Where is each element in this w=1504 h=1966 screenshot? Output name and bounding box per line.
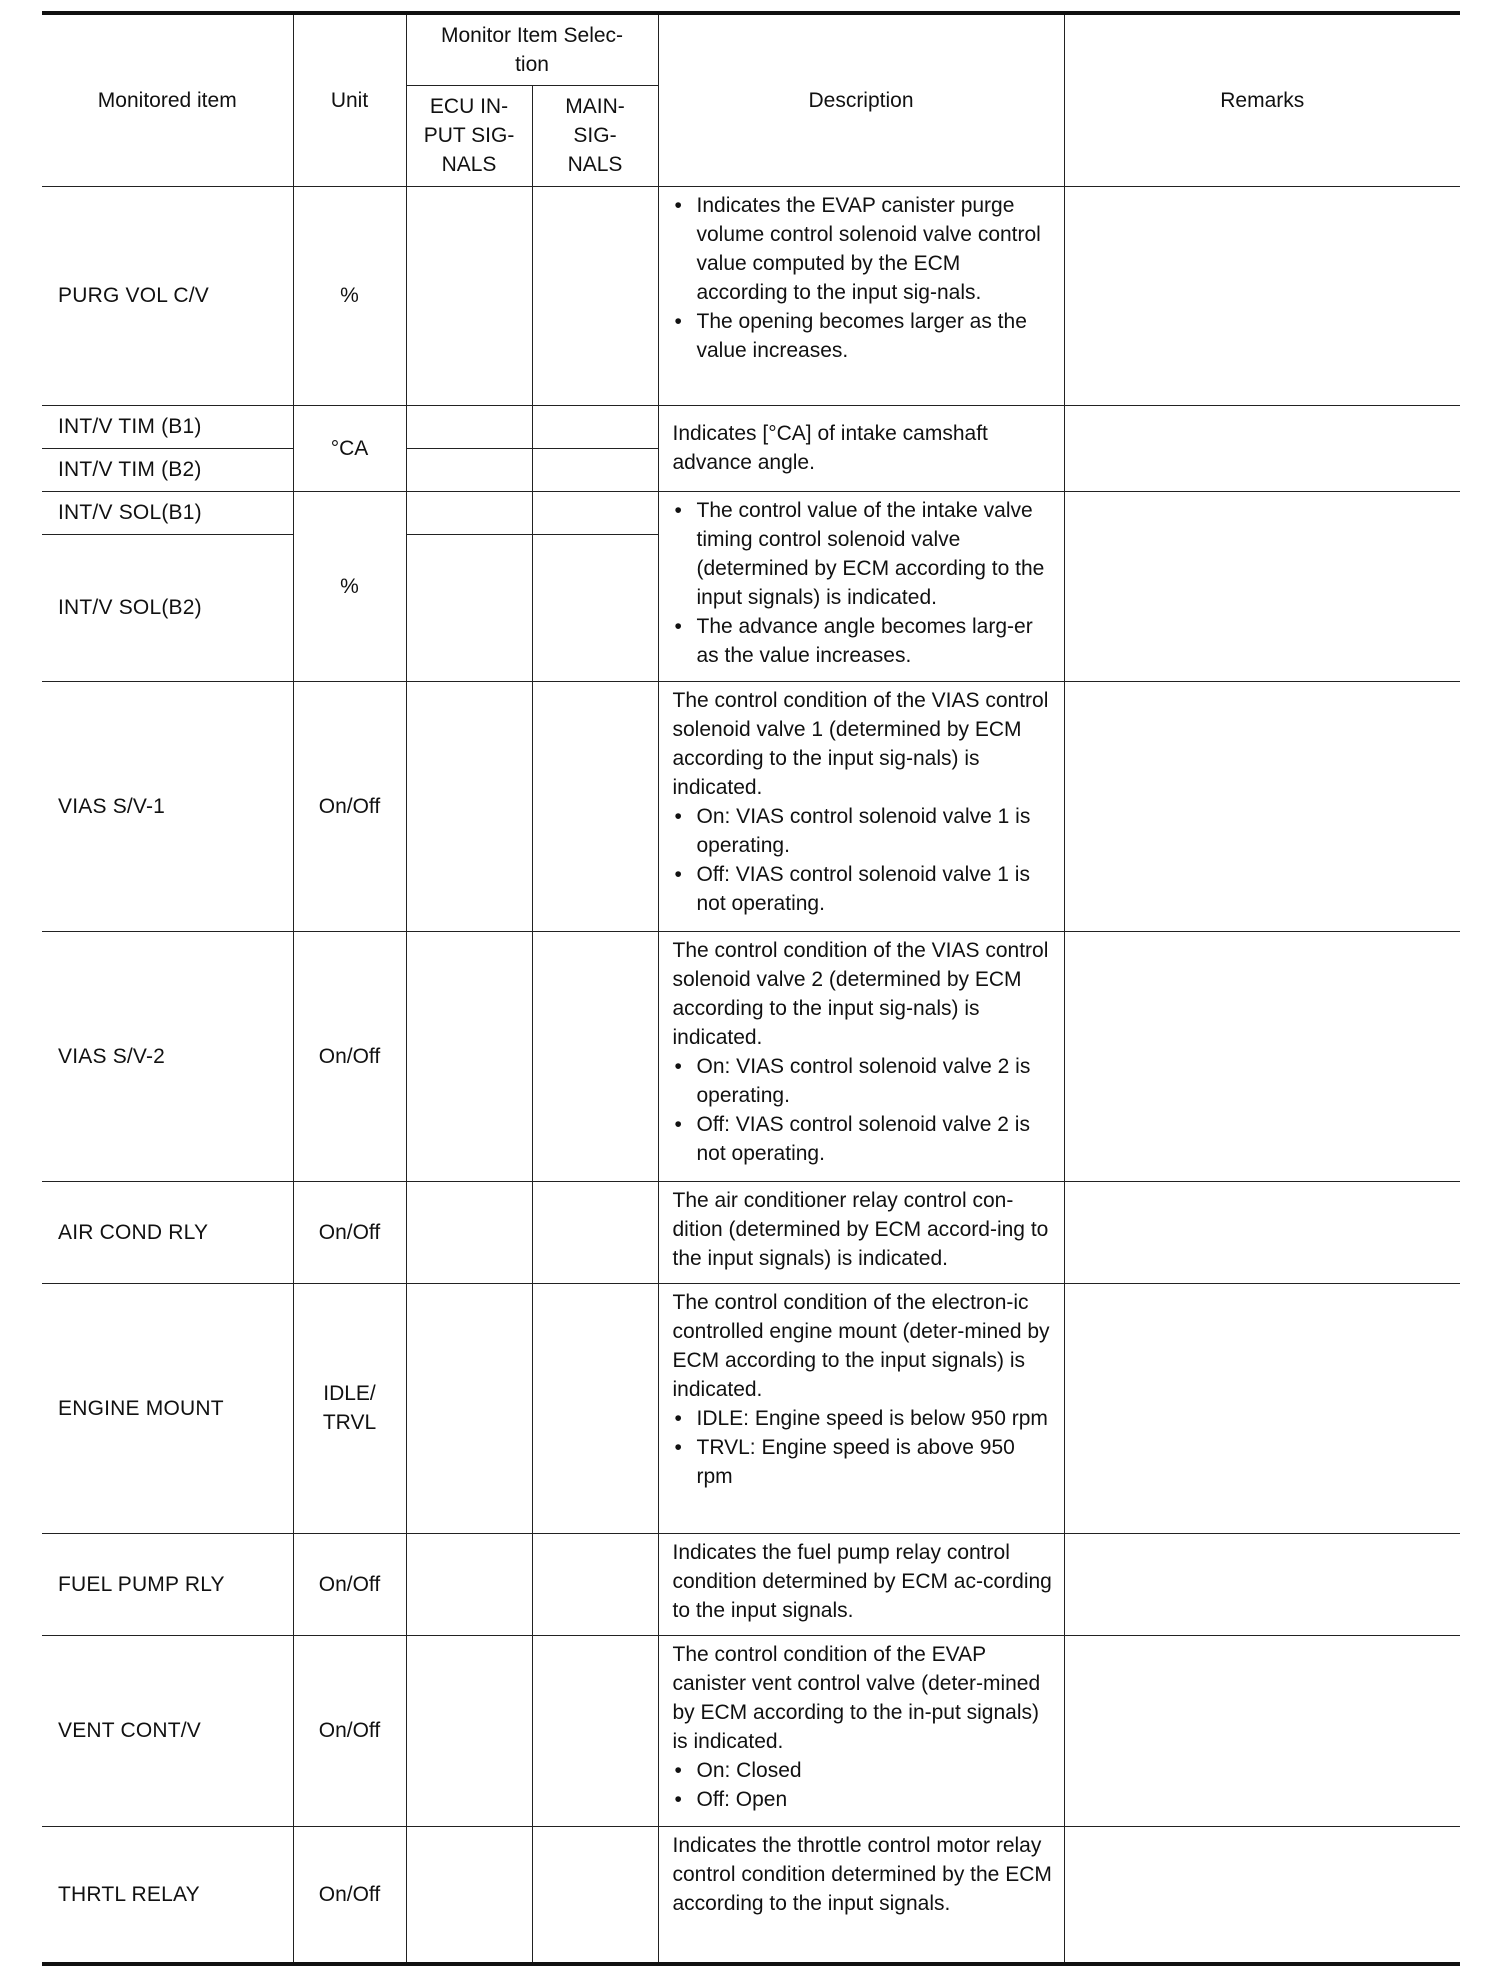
monitored-item-cell: INT/V SOL(B2) xyxy=(42,534,293,681)
description-cell xyxy=(658,1635,1064,1826)
table-row xyxy=(42,1181,1460,1283)
table-body xyxy=(42,186,1460,1964)
bullet-icon: • xyxy=(674,614,682,638)
description-bullet-list xyxy=(673,1756,1054,1814)
bullet-icon: • xyxy=(674,1787,682,1811)
remarks-cell xyxy=(1064,491,1460,681)
monitored-item-cell: VIAS S/V-2 xyxy=(42,931,293,1181)
bullet-text: IDLE: Engine speed is below 950 rpm xyxy=(696,1406,1048,1430)
remarks-cell xyxy=(1064,405,1460,491)
monitored-item-cell: VENT CONT/V xyxy=(42,1635,293,1826)
description-bullet xyxy=(673,1785,1054,1814)
remarks-cell xyxy=(1064,681,1460,931)
bullet-icon: • xyxy=(674,804,682,828)
description-bullet xyxy=(673,1756,1054,1785)
bullet-icon: • xyxy=(674,1435,682,1459)
bullet-text: On: VIAS control solenoid valve 2 is operating. xyxy=(696,1054,1031,1107)
description-text: The control condition of the VIAS control solenoid valve 2 (determined by ECM according to the input sig-nals) is indicated. xyxy=(672,938,1049,1049)
header-ecu-input-signals xyxy=(406,85,532,186)
description-bullet xyxy=(673,1404,1054,1433)
monitored-item-cell: INT/V TIM (B2) xyxy=(42,448,293,491)
description-bullet xyxy=(673,307,1054,365)
remarks-cell xyxy=(1064,1635,1460,1826)
bullet-text: Indicates the EVAP canister purge volume control solenoid valve control value computed by the ECM according to the input sig-nals. xyxy=(696,193,1041,304)
main-signals-cell xyxy=(532,681,658,931)
bullet-text: Off: Open xyxy=(696,1787,788,1811)
header-main-signals xyxy=(532,85,658,186)
bullet-text: On: Closed xyxy=(696,1758,802,1782)
description-bullet xyxy=(673,496,1054,612)
unit-cell: % xyxy=(293,186,406,405)
table-row xyxy=(42,1283,1460,1533)
ecu-input-cell xyxy=(406,1635,532,1826)
ecu-input-cell xyxy=(406,681,532,931)
ecu-input-cell xyxy=(406,1533,532,1635)
table-row xyxy=(42,405,1460,448)
description-cell xyxy=(658,1826,1064,1964)
table-row xyxy=(42,1826,1460,1964)
description-bullet xyxy=(673,1433,1054,1491)
main-signals-cell xyxy=(532,491,658,534)
unit-cell: % xyxy=(293,491,406,681)
ecu-input-cell xyxy=(406,1283,532,1533)
unit-cell: On/Off xyxy=(293,681,406,931)
table-row xyxy=(42,186,1460,405)
main-signals-cell xyxy=(532,405,658,448)
ecu-input-cell xyxy=(406,491,532,534)
description-bullet-list xyxy=(673,1052,1054,1168)
description-bullet-list xyxy=(673,802,1054,918)
main-signals-cell xyxy=(532,1181,658,1283)
header-remarks: Remarks xyxy=(1064,13,1460,186)
bullet-text: TRVL: Engine speed is above 950 rpm xyxy=(696,1435,1015,1488)
table-row xyxy=(42,681,1460,931)
ecu-input-cell xyxy=(406,186,532,405)
header-main-signals-text: MAIN- SIG- NALS xyxy=(565,95,625,176)
description-text: The control condition of the EVAP canister vent control valve (deter-mined by ECM according to the in-put signals) is indicated. xyxy=(672,1642,1041,1753)
bullet-icon: • xyxy=(674,193,682,217)
monitored-item-cell: AIR COND RLY xyxy=(42,1181,293,1283)
description-cell xyxy=(658,681,1064,931)
monitored-item-cell: ENGINE MOUNT xyxy=(42,1283,293,1533)
description-cell xyxy=(658,405,1064,491)
main-signals-cell xyxy=(532,931,658,1181)
ecu-input-cell xyxy=(406,1181,532,1283)
description-bullet xyxy=(673,612,1054,670)
bullet-text: On: VIAS control solenoid valve 1 is operating. xyxy=(696,804,1031,857)
bullet-icon: • xyxy=(674,498,682,522)
monitored-item-cell: INT/V SOL(B1) xyxy=(42,491,293,534)
main-signals-cell xyxy=(532,1826,658,1964)
remarks-cell xyxy=(1064,1826,1460,1964)
main-signals-cell xyxy=(532,1635,658,1826)
bullet-icon: • xyxy=(674,862,682,886)
main-signals-cell xyxy=(532,1533,658,1635)
unit-cell: On/Off xyxy=(293,1826,406,1964)
bullet-text: The opening becomes larger as the value increases. xyxy=(696,309,1027,362)
unit-cell: On/Off xyxy=(293,1533,406,1635)
unit-cell: On/Off xyxy=(293,931,406,1181)
remarks-cell xyxy=(1064,931,1460,1181)
monitored-item-cell: PURG VOL C/V xyxy=(42,186,293,405)
remarks-cell xyxy=(1064,186,1460,405)
table-row xyxy=(42,931,1460,1181)
description-bullet xyxy=(673,802,1054,860)
description-bullet-list xyxy=(673,1404,1054,1491)
ecu-input-cell xyxy=(406,405,532,448)
table-row xyxy=(42,1635,1460,1826)
description-bullet xyxy=(673,191,1054,307)
description-bullet xyxy=(673,1052,1054,1110)
description-text: Indicates the fuel pump relay control condition determined by ECM ac-cording to the input signals. xyxy=(672,1540,1052,1622)
header-monitor-item-selection xyxy=(406,13,658,85)
main-signals-cell xyxy=(532,534,658,681)
remarks-cell xyxy=(1064,1283,1460,1533)
description-text: Indicates the throttle control motor relay control condition determined by the ECM according to the input signals. xyxy=(672,1833,1052,1915)
unit-cell: IDLE/ TRVL xyxy=(293,1283,406,1533)
description-bullet-list xyxy=(673,496,1054,670)
bullet-text: Off: VIAS control solenoid valve 2 is not operating. xyxy=(696,1112,1030,1165)
unit-cell: °CA xyxy=(293,405,406,491)
bullet-icon: • xyxy=(674,1406,682,1430)
monitor-item-table xyxy=(42,11,1460,1966)
table-header xyxy=(42,13,1460,186)
header-description: Description xyxy=(658,13,1064,186)
bullet-text: The control value of the intake valve timing control solenoid valve (determined by ECM according to the input signals) is indicated. xyxy=(696,498,1045,609)
main-signals-cell xyxy=(532,186,658,405)
monitored-item-cell: VIAS S/V-1 xyxy=(42,681,293,931)
unit-cell: On/Off xyxy=(293,1635,406,1826)
description-bullet xyxy=(673,860,1054,918)
unit-cell: On/Off xyxy=(293,1181,406,1283)
bullet-icon: • xyxy=(674,1054,682,1078)
table-row xyxy=(42,1533,1460,1635)
description-text: The control condition of the VIAS control solenoid valve 1 (determined by ECM according to the input sig-nals) is indicated. xyxy=(672,688,1049,799)
remarks-cell xyxy=(1064,1533,1460,1635)
description-cell xyxy=(658,1533,1064,1635)
description-text: Indicates [°CA] of intake camshaft advance angle. xyxy=(672,422,988,474)
bullet-text: The advance angle becomes larg-er as the value increases. xyxy=(696,614,1033,667)
main-signals-cell xyxy=(532,1283,658,1533)
description-cell xyxy=(658,186,1064,405)
main-signals-cell xyxy=(532,448,658,491)
bullet-icon: • xyxy=(674,309,682,333)
header-ecu-input-text: ECU IN- PUT SIG- NALS xyxy=(423,95,515,176)
ecu-input-cell xyxy=(406,1826,532,1964)
ecu-input-cell xyxy=(406,931,532,1181)
description-cell xyxy=(658,931,1064,1181)
bullet-text: Off: VIAS control solenoid valve 1 is not operating. xyxy=(696,862,1030,915)
table-row xyxy=(42,491,1460,534)
ecu-input-cell xyxy=(406,534,532,681)
remarks-cell xyxy=(1064,1181,1460,1283)
monitored-item-cell: THRTL RELAY xyxy=(42,1826,293,1964)
description-bullet xyxy=(673,1110,1054,1168)
header-unit: Unit xyxy=(293,13,406,186)
description-cell xyxy=(658,1283,1064,1533)
ecu-input-cell xyxy=(406,448,532,491)
bullet-icon: • xyxy=(674,1112,682,1136)
description-text: The control condition of the electron-ic controlled engine mount (deter-mined by ECM according to the input signals) is indicated. xyxy=(672,1290,1050,1401)
monitored-item-cell: INT/V TIM (B1) xyxy=(42,405,293,448)
description-text: The air conditioner relay control con-dition (determined by ECM accord-ing to the input signals) is indicated. xyxy=(672,1188,1049,1270)
description-bullet-list xyxy=(673,191,1054,365)
description-cell xyxy=(658,491,1064,681)
bullet-icon: • xyxy=(674,1758,682,1782)
monitored-item-cell: FUEL PUMP RLY xyxy=(42,1533,293,1635)
header-monitored-item: Monitored item xyxy=(42,13,293,186)
header-selection-text: Monitor Item Selec- tion xyxy=(440,23,624,76)
description-cell xyxy=(658,1181,1064,1283)
